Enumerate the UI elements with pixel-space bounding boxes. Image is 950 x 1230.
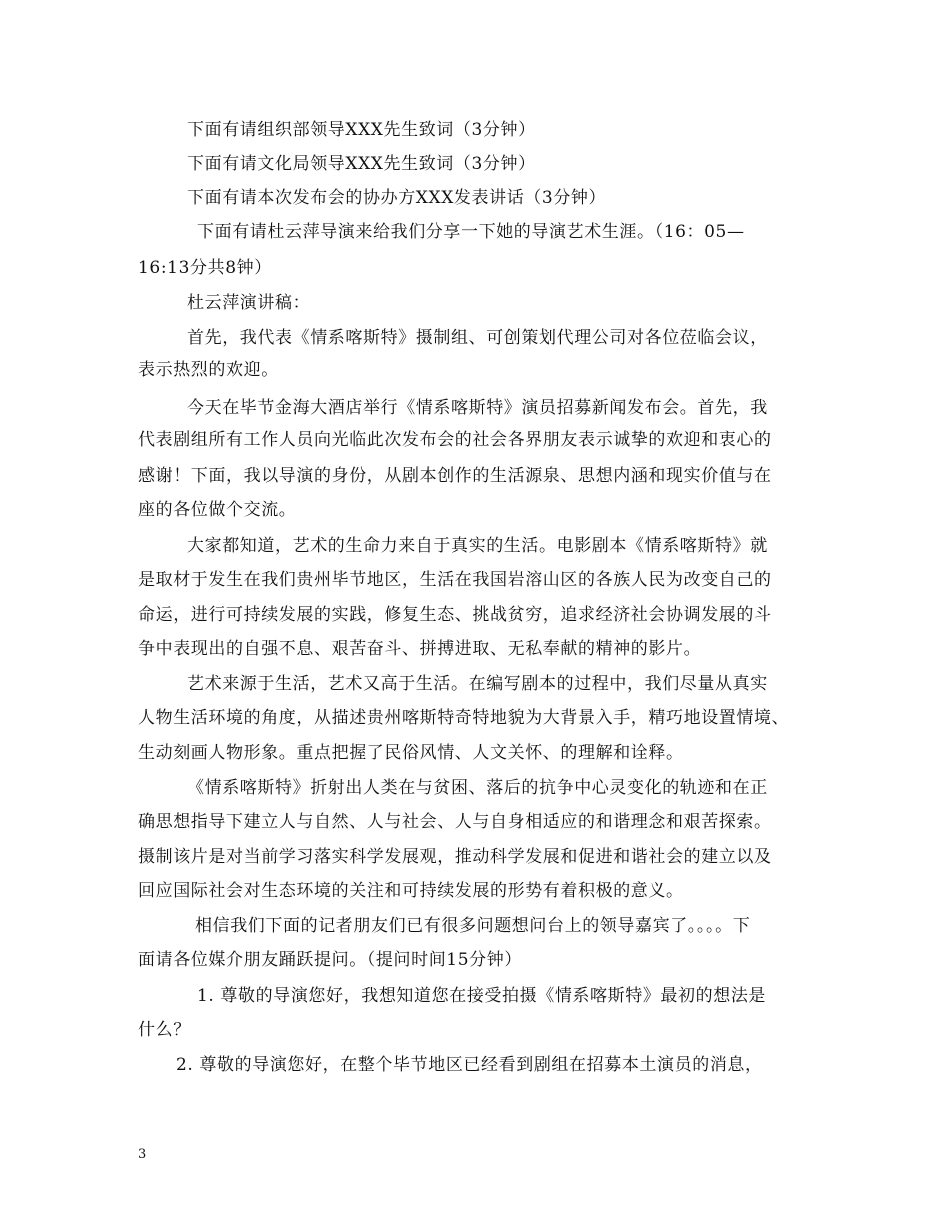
text-line: 下面有请本次发布会的协办方XXX发表讲话（3分钟） bbox=[187, 188, 607, 208]
text-line: 面请各位媒介朋友踊跃提问。（提问时间15分钟） bbox=[138, 950, 522, 970]
text-line: 人物生活环境的角度，从描述贵州喀斯特奇特地貌为大背景入手，精巧地设置情境、 bbox=[138, 708, 790, 728]
text-line: 下面有请杜云萍导演来给我们分享一下她的导演艺术生涯。（16：05— bbox=[197, 222, 745, 242]
text-line: 今天在毕节金海大酒店举行《情系喀斯特》演员招募新闻发布会。首先，我 bbox=[187, 398, 768, 418]
text-line: 感谢！下面，我以导演的身份，从剧本创作的生活源泉、思想内涵和现实价值与在 bbox=[138, 466, 772, 486]
text-line: 《情系喀斯特》折射出人类在与贫困、落后的抗争中心灵变化的轨迹和在正 bbox=[187, 778, 768, 798]
text-line: 相信我们下面的记者朋友们已有很多问题想问台上的领导嘉宾了。。。。下 bbox=[195, 916, 751, 936]
text-line: 回应国际社会对生态环境的关注和可持续发展的形势有着积极的意义。 bbox=[138, 881, 684, 901]
text-line: 代表剧组所有工作人员向光临此次发布会的社会各界朋友表示诚挚的欢迎和衷心的 bbox=[138, 430, 772, 450]
text-line: 杜云萍演讲稿： bbox=[187, 293, 311, 313]
text-line: 1. 尊敬的导演您好，我想知道您在接受拍摄《情系喀斯特》最初的想法是 bbox=[197, 986, 767, 1006]
text-line: 摄制该片是对当前学习落实科学发展观，推动科学发展和促进和谐社会的建立以及 bbox=[138, 847, 772, 867]
text-line: 16:13分共8钟） bbox=[138, 258, 272, 278]
text-line: 下面有请文化局领导XXX先生致词（3分钟） bbox=[187, 154, 536, 174]
text-line: 艺术来源于生活，艺术又高于生活。在编写剧本的过程中，我们尽量从真实 bbox=[187, 674, 768, 694]
text-line: 争中表现出的自强不息、艰苦奋斗、拼搏进取、无私奉献的精神的影片。 bbox=[138, 639, 702, 659]
text-line: 表示热烈的欢迎。 bbox=[138, 360, 279, 380]
page-number: 3 bbox=[138, 1147, 147, 1162]
text-line: 下面有请组织部领导XXX先生致词（3分钟） bbox=[187, 120, 536, 140]
text-line: 大家都知道，艺术的生命力来自于真实的生活。电影剧本《情系喀斯特》就 bbox=[187, 536, 768, 556]
text-line: 确思想指导下建立人与自然、人与社会、人与自身相适应的和谐理念和艰苦探索。 bbox=[138, 812, 772, 832]
text-line: 是取材于发生在我们贵州毕节地区，生活在我国岩溶山区的各族人民为改变自己的 bbox=[138, 570, 772, 590]
text-line: 座的各位做个交流。 bbox=[138, 500, 297, 520]
text-line: 命运，进行可持续发展的实践，修复生态、挑战贫穷，追求经济社会协调发展的斗 bbox=[138, 605, 772, 625]
text-line: 生动刻画人物形象。重点把握了民俗风情、人文关怀、的理解和诠释。 bbox=[138, 743, 684, 763]
text-line: 首先，我代表《情系喀斯特》摄制组、可创策划代理公司对各位莅临会议， bbox=[187, 328, 768, 348]
text-line: 什么？ bbox=[138, 1020, 191, 1040]
text-line: 2. 尊敬的导演您好，在整个毕节地区已经看到剧组在招募本土演员的消息， bbox=[176, 1055, 763, 1075]
